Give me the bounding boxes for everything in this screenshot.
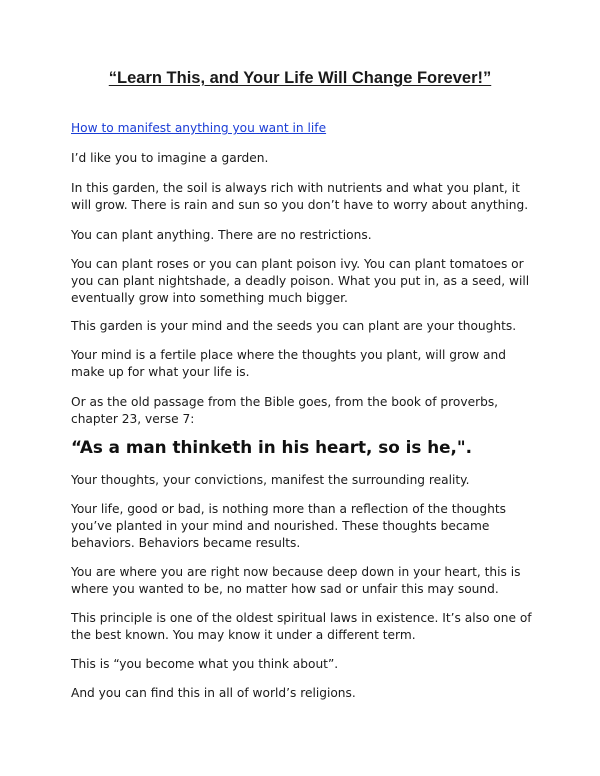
paragraph-3: You can plant anything. There are no restrictions. [71,228,372,242]
paragraph-11: This principle is one of the oldest spiritual laws in existence. It’s also one of the best known. You may know it under a different term. [71,611,532,643]
article-link-line [71,120,541,137]
manifest-article-link[interactable]: How to manifest anything you want in life [71,121,327,135]
paragraph-1: I’d like you to imagine a garden. [71,151,269,165]
paragraph-9: Your life, good or bad, is nothing more than a reflection of the thoughts you’ve planted in your mind and nourished. These thoughts became behaviors. Behaviors became results. [71,502,506,551]
bible-quote: “As a man thinketh in his heart, so is he,". [71,437,473,457]
paragraph-4: You can plant roses or you can plant poison ivy. You can plant tomatoes or you can plant nightshade, a deadly poison. What you put in, as a seed, will eventually grow into something much bigger. [71,257,530,306]
paragraph-2: In this garden, the soil is always rich with nutrients and what you plant, it will grow. There is rain and sun so you don’t have to worry about anything. [71,181,529,213]
paragraph-5: This garden is your mind and the seeds you can plant are your thoughts. [71,319,517,333]
paragraph-7: Or as the old passage from the Bible goes, from the book of proverbs, chapter 23, verse 7: [71,395,499,427]
paragraph-8: Your thoughts, your convictions, manifest the surrounding reality. [71,473,470,487]
paragraph-13: And you can find this in all of world’s religions. [71,686,356,700]
paragraph-6: Your mind is a fertile place where the thoughts you plant, will grow and make up for what your life is. [71,348,506,380]
paragraph-12: This is “you become what you think about”. [71,657,339,671]
paragraph-10: You are where you are right now because deep down in your heart, this is where you wanted to be, no matter how sad or unfair this may sound. [71,565,521,597]
document-title: “Learn This, and Your Life Will Change Forever!” [108,69,492,87]
